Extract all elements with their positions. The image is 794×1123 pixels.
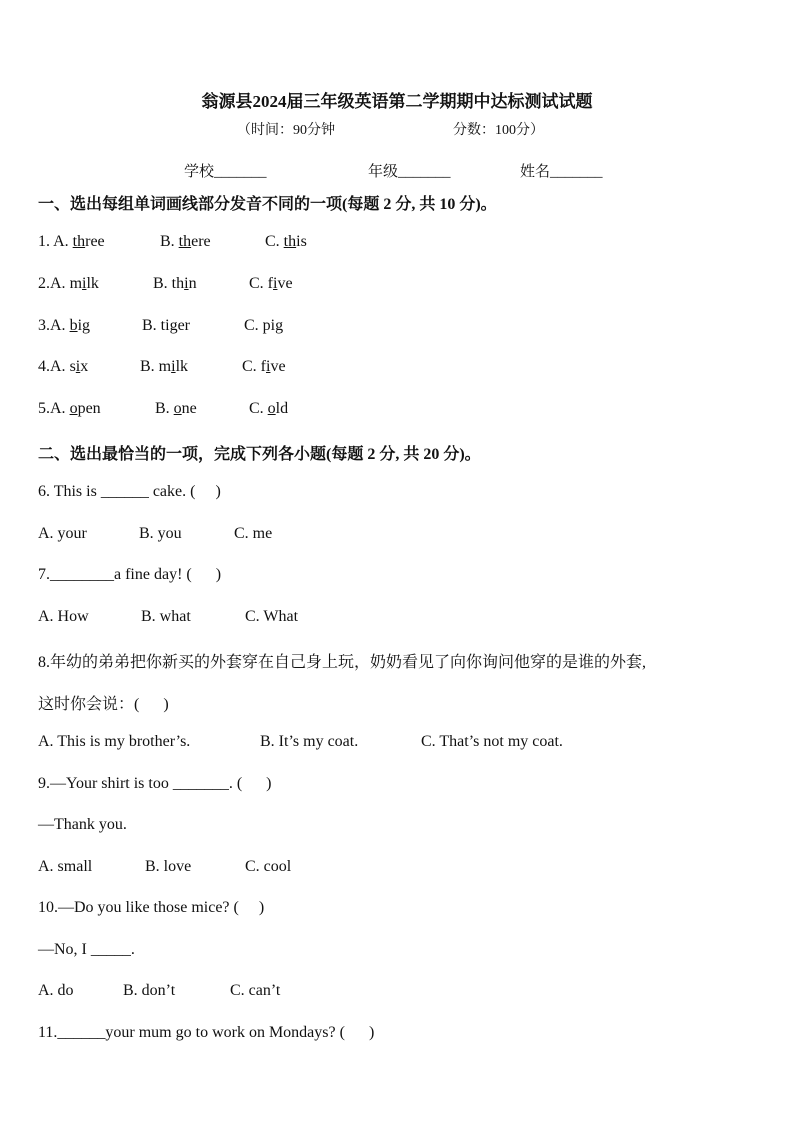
underlined-letters: i [171,358,176,375]
question-8-line1: 8.年幼的弟弟把你新买的外套穿在自己身上玩，奶奶看见了向你询问他穿的是谁的外套, [38,654,647,671]
name-field: 姓名_______ [520,164,603,180]
word-part: C. pi [244,317,276,334]
underlined-letters: g [275,317,284,334]
q8-option-c: C. That’s not my coat. [421,733,563,750]
word-part: B. [155,400,174,417]
q8-option-a: A. This is my brother’s. [38,733,191,750]
q1-option-b [160,233,211,251]
word-part: ve [270,358,286,375]
word-part: ig [77,317,91,334]
q8-option-b: B. It’s my coat. [260,733,359,750]
q9-option-c: C. cool [245,858,292,875]
word-part: 3.A. [38,317,70,334]
word-part: C. f [249,275,273,292]
question-11: 11.______your mum go to work on Mondays? ( ) [38,1024,375,1041]
underlined-letters: i [273,275,278,292]
q1-option-a [38,233,105,251]
underlined-letters: i [75,358,81,375]
word-part: is [296,233,307,250]
underlined-letters: o [267,400,276,417]
word-part: B. ti [142,317,170,334]
school-field: 学校_______ [184,164,267,180]
q10-option-b: B. don’t [123,982,176,999]
q5-option-c [249,400,288,418]
question-8-line2: 这时你会说：( ) [38,696,169,713]
underlined-letters: th [178,233,192,250]
q2-option-a [38,275,99,293]
q10-option-c: C. can’t [230,982,281,999]
word-part: 2.A. [38,275,70,292]
underlined-letters: b [69,317,78,334]
underlined-letters: th [72,233,86,250]
word-part: 1. A. [38,233,73,250]
word-part: C. f [242,358,266,375]
question-9-line1: 9.—Your shirt is too _______. ( ) [38,775,272,792]
word-part: B. [160,233,179,250]
word-part: C. [265,233,284,250]
q2-option-c [249,275,293,293]
q4-option-b [140,358,188,376]
q9-option-b: B. love [145,858,192,875]
q3-option-c [244,317,283,335]
underlined-letters: i [266,358,271,375]
word-part: n [188,275,197,292]
underlined-letters: o [69,400,78,417]
grade-field: 年级_______ [368,164,451,180]
exam-time: （时间：90分钟 [237,123,335,138]
word-part: pen [77,400,101,417]
word-part: x [80,358,89,375]
word-part: 4.A. [38,358,70,375]
word-part: 5.A. [38,400,70,417]
underlined-letters: o [173,400,182,417]
question-10-line2: —No, I _____. [38,941,135,958]
word-part: lk [86,275,99,292]
question-7: 7.________a fine day! ( ) [38,566,222,583]
q7-option-b: B. what [141,608,191,625]
word-part: ld [275,400,289,417]
q2-option-b [153,275,197,293]
underlined-letters: g [169,317,178,334]
word-part: B. th [153,275,185,292]
underlined-letters: th [283,233,297,250]
q7-option-c: C. What [245,608,299,625]
q9-option-a: A. small [38,858,93,875]
word-part: B. m [140,358,172,375]
q3-option-a [38,317,90,335]
q5-option-b [155,400,197,418]
exam-title: 翁源县2024届三年级英语第二学期期中达标测试试题 [201,92,593,111]
underlined-letters: i [184,275,189,292]
exam-score: 分数：100分） [453,123,544,138]
question-6: 6. This is ______ cake. ( ) [38,483,221,500]
section2-heading: 二、选出最恰当的一项，完成下列各小题(每题 2 分, 共 20 分)。 [38,446,481,463]
q3-option-b [142,317,190,335]
underlined-letters: i [82,275,87,292]
word-part: ve [277,275,293,292]
question-10-line1: 10.—Do you like those mice? ( ) [38,899,265,916]
q1-option-c [265,233,307,251]
word-part: ere [191,233,211,250]
q6-option-c: C. me [234,525,273,542]
word-part: ree [85,233,105,250]
word-part: m [69,275,83,292]
q10-option-a: A. do [38,982,74,999]
word-part: er [177,317,190,334]
section1-heading: 一、选出每组单词画线部分发音不同的一项(每题 2 分, 共 10 分)。 [38,196,497,213]
question-9-line2: —Thank you. [38,816,127,833]
word-part: ne [181,400,197,417]
word-part: lk [175,358,189,375]
q5-option-a [38,400,101,418]
q7-option-a: A. How [38,608,89,625]
q4-option-a [38,358,88,376]
word-part: C. [249,400,268,417]
q6-option-a: A. your [38,525,87,542]
q4-option-c [242,358,286,376]
word-part: s [69,358,76,375]
q6-option-b: B. you [139,525,182,542]
